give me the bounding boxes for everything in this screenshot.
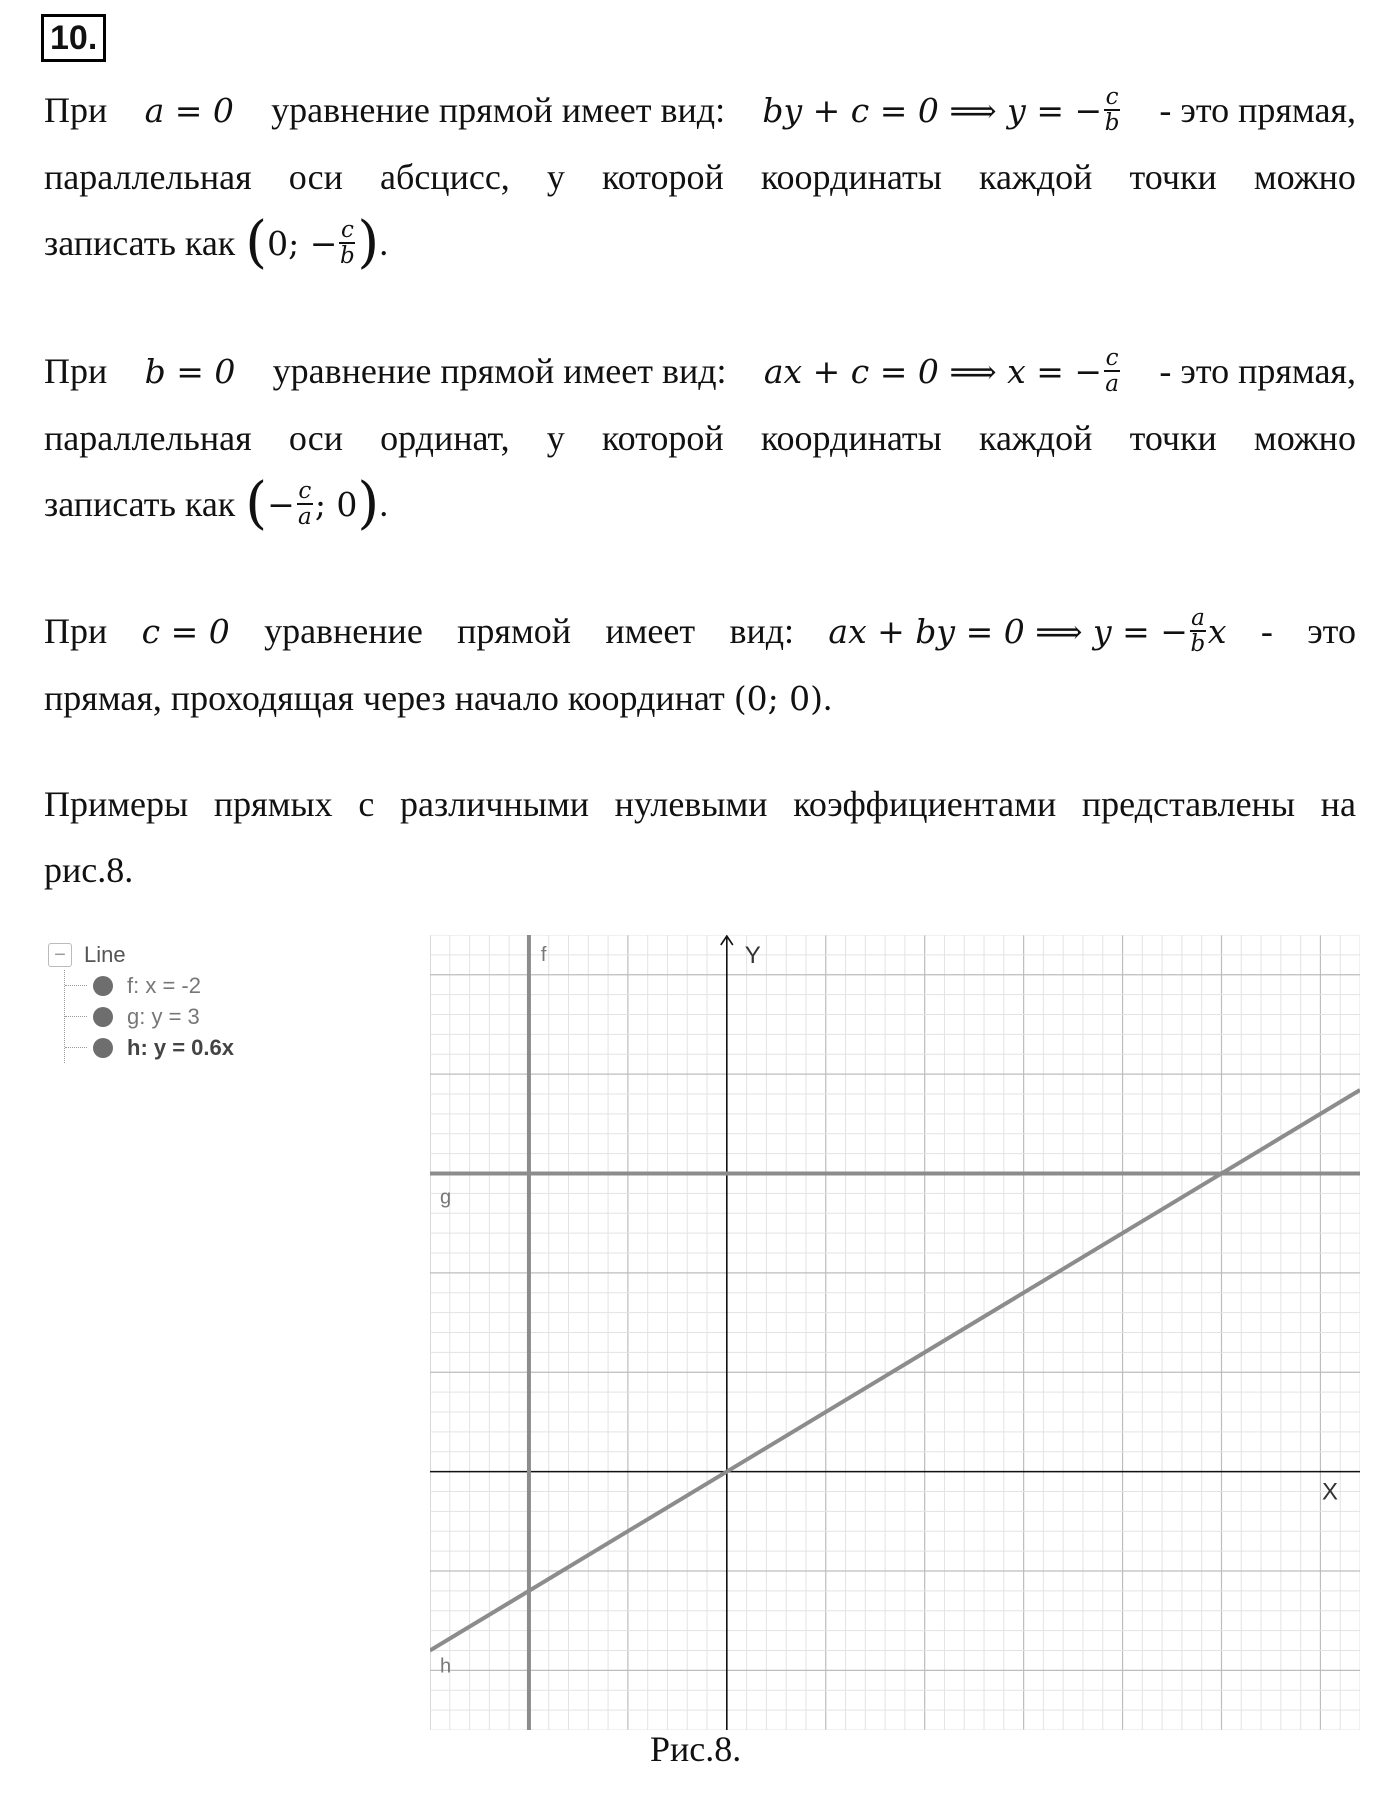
series-label-g: g xyxy=(440,1186,452,1209)
algebra-legend xyxy=(48,940,234,1063)
p2-line2-word: которой xyxy=(601,418,724,458)
p4-line1-word: на xyxy=(1320,784,1356,824)
paragraph-c-zero xyxy=(44,598,1356,732)
series-label-h: h xyxy=(440,1655,452,1678)
p1-point: (0; − $\frac{c}{b}$ ). xyxy=(245,210,389,275)
p1-line2-word: абсцисс, xyxy=(380,157,510,197)
p2-line2 xyxy=(44,405,1356,471)
visibility-dot-icon[interactable] xyxy=(93,976,113,996)
paragraph-a-zero xyxy=(44,77,1356,277)
p1-line2-word: у xyxy=(546,157,565,197)
paragraph-examples xyxy=(44,771,1356,903)
p2-fraction: $\frac{c}{a}$ xyxy=(1105,344,1119,397)
p4-line1-word: Примеры xyxy=(44,784,189,824)
p3-word: прямой xyxy=(457,611,572,651)
p3-lead: При xyxy=(44,611,108,651)
p1-line2-word: оси xyxy=(288,157,343,197)
p3-line2: прямая, проходящая через начало координат xyxy=(44,678,725,718)
p4-line1-word: прямых xyxy=(213,784,333,824)
p3-dash: - xyxy=(1260,611,1273,651)
p1-line2-word: можно xyxy=(1253,157,1356,197)
p3-end: . xyxy=(823,678,833,718)
x-axis-label: X xyxy=(1322,1478,1339,1506)
p2-line2-word: оси xyxy=(288,418,343,458)
p1-line2-word: точки xyxy=(1129,157,1217,197)
p1-fraction: $\frac{c}{b}$ xyxy=(1104,83,1120,136)
visibility-dot-icon[interactable] xyxy=(93,1038,113,1058)
p4-line1-word: коэффициентами xyxy=(793,784,1057,824)
p2-line2-word: точки xyxy=(1129,418,1217,458)
p4-line1-word: представлены xyxy=(1081,784,1296,824)
p4-line1-word: с xyxy=(358,784,375,824)
p4-line1-word: различными xyxy=(399,784,590,824)
p2-tail: - это прямая, xyxy=(1159,351,1356,391)
p2-text: уравнение прямой имеет вид: xyxy=(272,351,727,391)
p1-line2-word: которой xyxy=(602,157,724,197)
p2-point: (− $\frac{c}{a}$ ; 0). xyxy=(245,471,389,536)
legend-item-h[interactable]: h: y = 0.6x xyxy=(65,1032,234,1063)
p2-condition: b = 0 xyxy=(144,352,236,391)
p1-text: уравнение прямой имеет вид: xyxy=(271,90,726,130)
coordinate-plane-chart xyxy=(430,935,1360,1730)
p1-line3-text: записать как xyxy=(44,223,236,263)
p4-line1-word: нулевыми xyxy=(614,784,768,824)
p1-equation: by + c = 0 ⟹ y = − $\frac{c}{b}$ xyxy=(762,83,1120,136)
p1-line2-word: параллельная xyxy=(44,157,252,197)
legend-item-g[interactable]: g: y = 3 xyxy=(65,1001,234,1032)
p2-line2-word: координаты xyxy=(760,418,942,458)
series-label-f: f xyxy=(540,944,547,966)
p3-condition: c = 0 xyxy=(141,612,230,651)
p3-equation: ax + by = 0 ⟹ y = − $\frac{a}{b}$ x xyxy=(828,604,1227,657)
p2-line2-word: можно xyxy=(1253,418,1356,458)
p2-line3-text: записать как xyxy=(44,484,236,524)
p1-lead: При xyxy=(44,90,108,130)
p2-line2-word: у xyxy=(546,418,565,458)
p4-line1 xyxy=(44,771,1356,837)
p2-line2-word: каждой xyxy=(979,418,1093,458)
paragraph-b-zero xyxy=(44,338,1356,538)
visibility-dot-icon[interactable] xyxy=(93,1007,113,1027)
problem-number: 10. xyxy=(41,14,106,62)
legend-title: Line xyxy=(84,942,126,967)
p3-origin: (0; 0) xyxy=(733,679,824,718)
p2-equation: ax + c = 0 ⟹ x = − $\frac{c}{a}$ xyxy=(763,344,1119,397)
p1-condition: a = 0 xyxy=(144,91,234,130)
p1-line2-word: координаты xyxy=(760,157,942,197)
p3-word: имеет xyxy=(605,611,696,651)
p4-line2: рис.8. xyxy=(44,850,134,890)
figure-caption: Рис.8. xyxy=(650,1729,742,1769)
y-axis-label: Y xyxy=(744,942,761,969)
legend-item-f[interactable]: f: x = -2 xyxy=(65,970,234,1001)
p1-line2-word: каждой xyxy=(979,157,1093,197)
p3-tail: это xyxy=(1307,611,1356,651)
p3-word: вид: xyxy=(729,611,795,651)
collapse-button[interactable]: − xyxy=(48,943,72,967)
p1-tail: - это прямая, xyxy=(1159,90,1356,130)
p2-line2-word: ординат, xyxy=(380,418,510,458)
p3-word: уравнение xyxy=(264,611,423,651)
p3-fraction: $\frac{a}{b}$ xyxy=(1190,604,1206,657)
p2-line2-word: параллельная xyxy=(44,418,252,458)
p1-line2 xyxy=(44,144,1356,210)
p2-lead: При xyxy=(44,351,108,391)
